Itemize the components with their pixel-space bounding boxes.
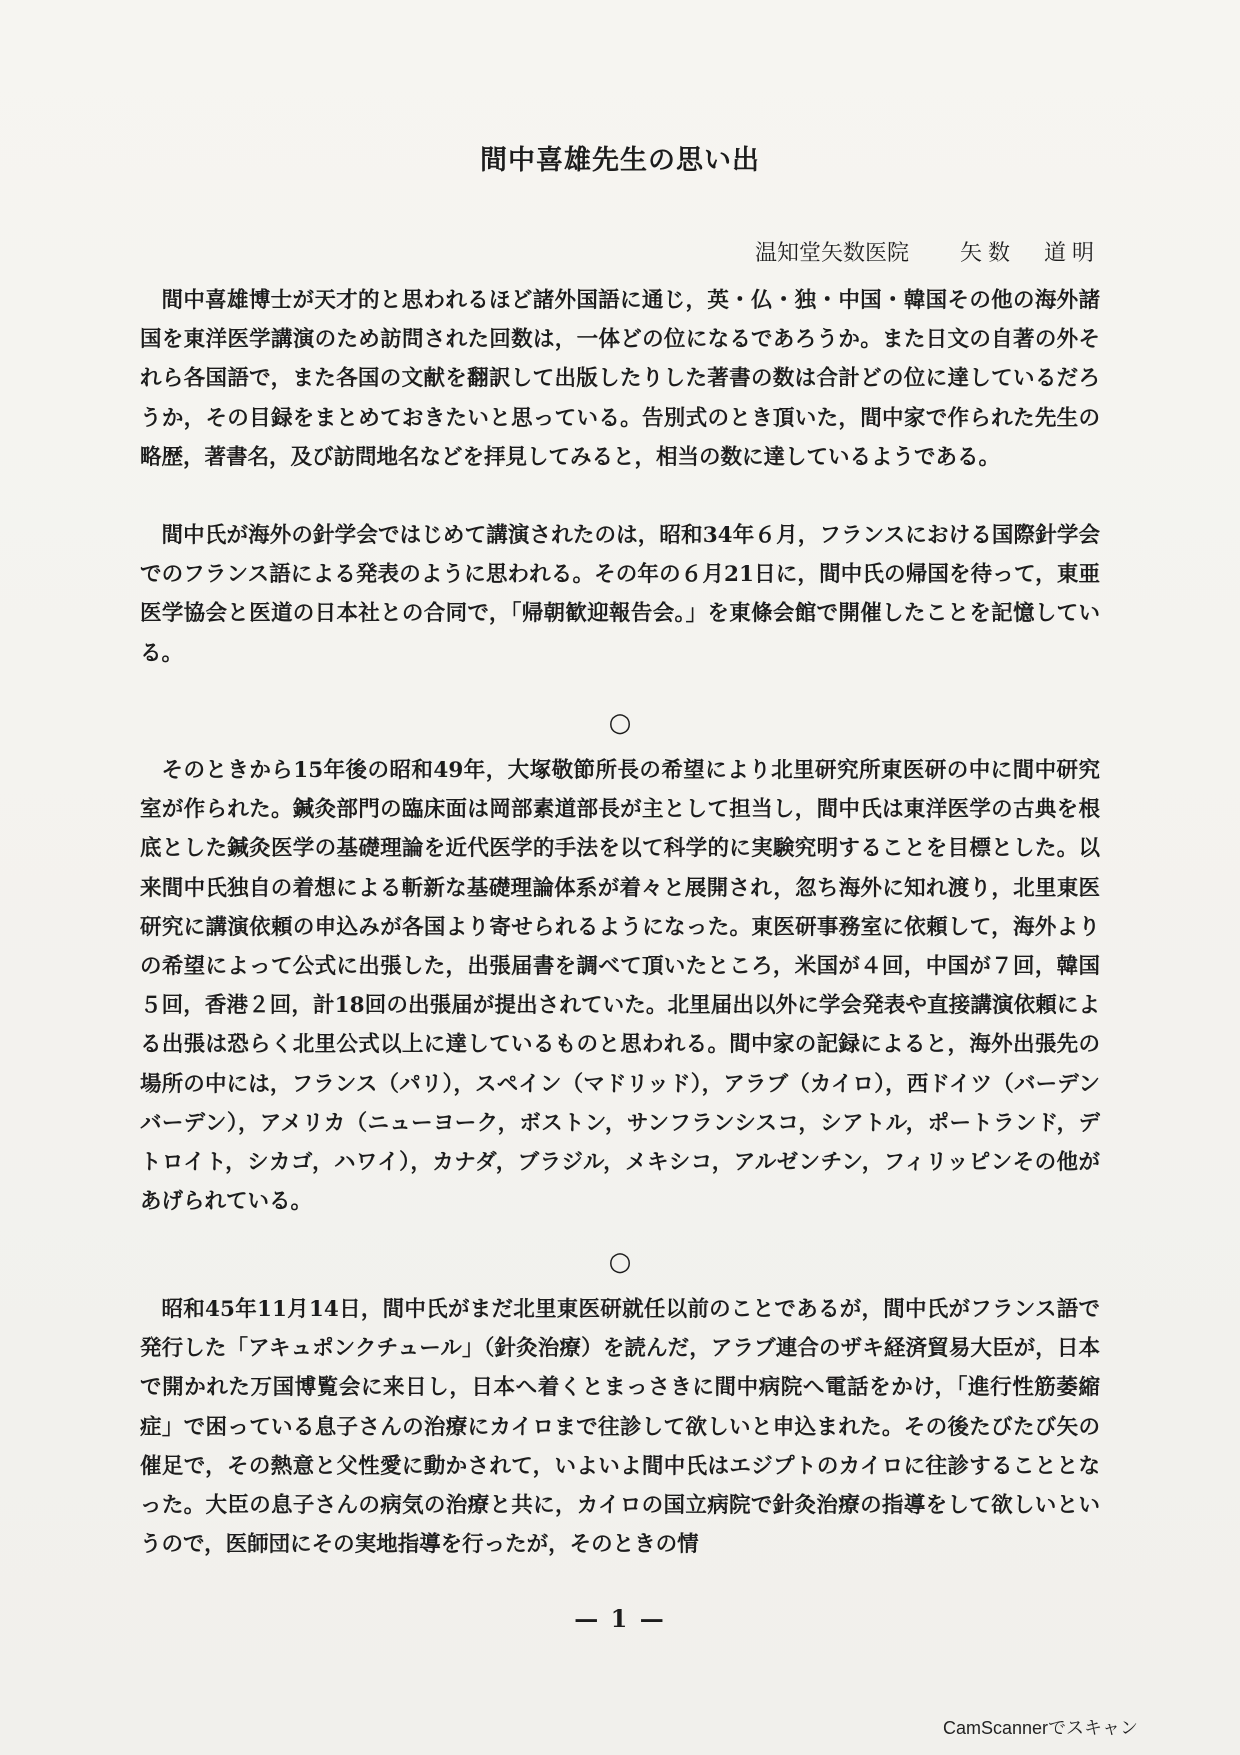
document-title: 間中喜雄先生の思い出: [480, 145, 760, 176]
scanner-watermark: CamScannerでスキャン: [942, 1718, 1138, 1738]
section-separator-1: ○: [608, 708, 632, 738]
byline-institution: 温知堂矢数医院: [754, 241, 909, 266]
byline: [755, 236, 1100, 267]
section-separator-2: ○: [608, 1247, 632, 1277]
paragraph-4: 昭和45年11月14日，間中氏がまだ北里東医研就任以前のことであるが，間中氏がフランス語で発行した「アキュポンクチュール」（針灸治療）を読んだ，アラブ連合のザキ経済貿易大臣が，日本で開かれた万国博覧会に来日し，日本へ着くとまっさきに間中病院へ電話をかけ，「進行性筋萎縮症」で困っている息子さんの治療にカイロまで往診して欲しいと申込まれた。その後たびたび矢の催足で，その熱意と父性愛に動かされて，いよいよ間中氏はエジプトのカイロに往診することとなった。大臣の息子さんの病気の治療と共に，カイロの国立病院で針灸治療の指導をして欲しいというので，医師団にその実地指導を行ったが，そのときの情: [140, 1297, 1100, 1558]
byline-author: 矢数 道明: [959, 241, 1100, 266]
page-number: — 1 —: [574, 1604, 666, 1633]
paragraph-1: 間中喜雄博士が天才的と思われるほど諸外国語に通じ，英・仏・独・中国・韓国その他の海外諸国を東洋医学講演のため訪問された回数は，一体どの位になるであろうか。また日文の自著の外それら各国語で，また各国の文献を翻訳して出版したりした著書の数は合計どの位に達しているだろうか，その目録をまとめておきたいと思っている。告別式のとき頂いた，間中家で作られた先生の略歴，著書名，及び訪問地名などを拝見してみると，相当の数に達しているようである。: [140, 288, 1100, 470]
paragraph-3: そのときから15年後の昭和49年，大塚敬節所長の希望により北里研究所東医研の中に間中研究室が作られた。鍼灸部門の臨床面は岡部素道部長が主として担当し，間中氏は東洋医学の古典を根底とした鍼灸医学の基礎理論を近代医学的手法を以て科学的に実験究明することを目標とした。以来間中氏独自の着想による斬新な基礎理論体系が着々と展開され，忽ち海外に知れ渡り，北里東医研究に講演依頼の申込みが各国より寄せられるようになった。東医研事務室に依頼して，海外よりの希望によって公式に出張した，出張届書を調べて頂いたところ，米国が４回，中国が７回，韓国５回，香港２回，計18回の出張届が提出されていた。北里届出以外に学会発表や直接講演依頼による出張は恐らく北里公式以上に達しているものと思われる。間中家の記録によると，海外出張先の場所の中には，フランス（パリ），スペイン（マドリッド），アラブ（カイロ），西ドイツ（バーデンバーデン），アメリカ（ニューヨーク，ボストン，サンフランシスコ，シアトル，ポートランド，デトロイト，シカゴ，ハワイ），カナダ，ブラジル，メキシコ，アルゼンチン，フィリッピンその他があげられている。: [140, 758, 1100, 1215]
paragraph-2: 間中氏が海外の針学会ではじめて講演されたのは，昭和34年６月，フランスにおける国際針学会でのフランス語による発表のように思われる。その年の６月21日に，間中氏の帰国を待って，東亜医学協会と医道の日本社との合同で，「帰朝歓迎報告会。」を東條会館で開催したことを記憶している。: [140, 523, 1100, 666]
